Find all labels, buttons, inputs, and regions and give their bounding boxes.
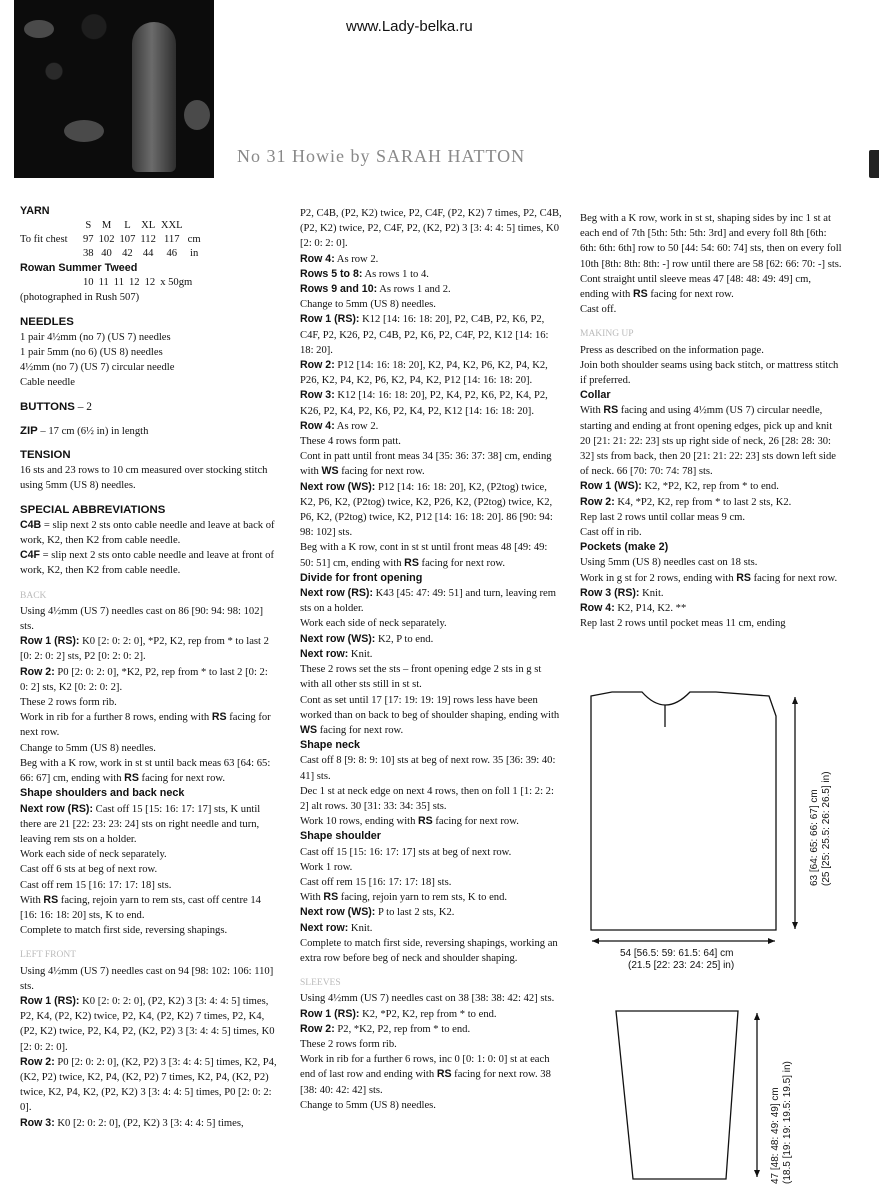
front-row: Next row (WS): P12 [14: 16: 18: 20], K2, (P2tog) twice, K2, P6, K2, (P2tog) twice, K2, P26, K2, (P2tog) twice, K2, P6, K2, (P2tog) twice, K2, P12 [14: 16: 18: 20]. 86 [90: 94: 98: 102] sts. xyxy=(300,480,553,539)
arrowhead xyxy=(754,1170,760,1177)
back-heading: BACK xyxy=(20,590,47,601)
fit-in: 38 xyxy=(83,248,94,260)
c4f-definition: C4F = slip next 2 sts onto cable needle and leave at front of work, K2, then K2 from cable needle. xyxy=(20,549,274,577)
fit-in: 44 xyxy=(142,248,154,260)
sizes-table xyxy=(20,219,206,261)
back-text: These 2 rows form rib. xyxy=(20,697,117,709)
shape-shoulder-heading: Shape shoulder xyxy=(300,830,381,843)
c4b-definition: C4B = slip next 2 sts onto cable needle and leave at back of work, K2, then K2 from cable needle. xyxy=(20,518,275,547)
front-text: Cast off rem 15 [16: 17: 17: 18] sts. xyxy=(300,876,452,888)
fit-in: 46 xyxy=(166,248,178,260)
fit-label: To fit chest xyxy=(20,234,68,246)
front-row: Next row: Knit. xyxy=(300,647,373,660)
front-text: Using 4½mm (US 7) needles cast on 94 [98: 102: 106: 110] sts. xyxy=(20,965,274,992)
zip-line: ZIP – 17 cm (6½ in) in length xyxy=(20,424,149,437)
balls: 11 xyxy=(113,277,124,289)
back-text: Work in rib for a further 8 rows, ending with RS facing for next row. xyxy=(20,711,271,739)
front-text: Change to 5mm (US 8) needles. xyxy=(300,299,436,311)
body-outline xyxy=(591,692,776,930)
needles-heading: NEEDLES xyxy=(20,315,74,328)
front-row: Row 1 (RS): K0 [2: 0: 2: 0], (P2, K2) 3 [3: 4: 4: 5] times, P2, K4, (P2, K2) twice, P2, K4, (P2, K2) 7 times, P2, K4, (P2, K2) twice, P2, K4, P2, (K2, P2) 3 [3: 4: 4: 5] times, K0 [2: 0: 2: 0]. xyxy=(20,994,275,1053)
body-height-label: 63 [64: 65: 66: 67] cm (25 [25: 25.5: 26: 26.5] in) xyxy=(809,771,832,886)
making-text: Press as described on the information page. xyxy=(580,344,764,356)
needle-item: 1 pair 5mm (no 6) (US 8) needles xyxy=(20,347,163,359)
page-edge-tab xyxy=(869,150,879,178)
fit-cm: 97 xyxy=(83,234,94,246)
collar-row: Row 1 (WS): K2, *P2, K2, rep from * to end. xyxy=(580,480,779,493)
back-text: Cast off rem 15 [16: 17: 17: 18] sts. xyxy=(20,879,172,891)
front-row: Row 4: As row 2. xyxy=(300,252,379,265)
shape-shoulders-heading: Shape shoulders and back neck xyxy=(20,787,185,800)
front-text: These 2 rows set the sts – front opening edge 2 sts in g st with all other sts still in st st. xyxy=(300,664,542,691)
back-text: Beg with a K row, work in st st until back meas 63 [64: 65: 66: 67] cm, ending with RS facing for next row. xyxy=(20,757,271,785)
front-row: Row 2: P0 [2: 0: 2: 0], (K2, P2) 3 [3: 4: 4: 5] times, K2, P4, (K2, P2) twice, K2, P4, (K2, P2) 7 times, K2, P4, (K2, P2) twice, K2, P4, K2, (P2, K2) 3 [3: 4: 4: 5] times, P0 [2: 0: 2: 0]. xyxy=(20,1055,277,1114)
back-row: Next row (RS): Cast off 15 [15: 16: 17: 17] sts, K until there are 21 [22: 23: 23: 24] sts on right needle and turn, leaving rem sts on a holder. xyxy=(20,802,261,845)
collar-row: Row 2: K4, *P2, K2, rep from * to last 2 sts, K2. xyxy=(580,495,792,508)
divide-front-heading: Divide for front opening xyxy=(300,571,423,584)
fit-cm: 102 xyxy=(98,234,115,246)
front-text: Cont as set until 17 [17: 19: 19: 19] rows less have been worked than on back to beg of shoulder shaping, ending with WS facing for next row. xyxy=(300,694,560,736)
balls: 12 xyxy=(144,277,156,289)
front-text: Dec 1 st at neck edge on next 4 rows, then on foll 1 [1: 2: 2: 2] alt rows. 30 [31: 33: 34: 35] sts. xyxy=(300,785,554,812)
arrowhead xyxy=(592,938,599,944)
front-text: Cast off 8 [9: 8: 9: 10] sts at beg of next row. 35 [36: 39: 40: 41] sts. xyxy=(300,755,556,782)
arrowhead xyxy=(792,922,798,929)
buttons-line: BUTTONS – 2 xyxy=(20,400,92,413)
front-row: Rows 5 to 8: As rows 1 to 4. xyxy=(300,267,429,280)
column-1 xyxy=(20,204,278,1131)
pattern-title: No 31 Howie by SARAH HATTON xyxy=(237,146,526,166)
back-row: Row 2: P0 [2: 0: 2: 0], *K2, P2, rep from * to last 2 [0: 2: 0: 2] sts, K2 [0: 2: 0: 2]. xyxy=(20,665,268,693)
left-front-heading: LEFT FRONT xyxy=(20,950,77,961)
size: XL xyxy=(141,220,156,232)
collar-text: With RS facing and using 4½mm (US 7) circular needle, starting and ending at front opening edges, pick up and knit 20 [21: 21: 22: 23] sts up right side of neck, 26 [28: 28: 30: 32] sts from back, then 20 [21: 21: 22: 23] sts down left side of neck. 66 [70: 70: 74: 78] sts. xyxy=(580,404,836,478)
size: XXL xyxy=(160,220,183,232)
tension-heading: TENSION xyxy=(20,449,71,462)
pocket-text: Work in g st for 2 rows, ending with RS facing for next row. xyxy=(580,571,838,584)
sleeve-text: Beg with a K row, work in st st, shaping sides by inc 1 st at each end of 7th [5th: 5th: 5th: 3rd] and every foll 8th [6th: 6th: 6th: 6th] row to 50 [44: 54: 60: 74] sts, then on every foll 10th [8th: 8th: 8th: -] row until there are 58 [62: 66: 70: -] sts. xyxy=(580,213,842,270)
balls: 12 xyxy=(129,277,140,289)
front-text: Cont in patt until front meas 34 [35: 36: 37: 38] cm, ending with WS facing for next row. xyxy=(300,451,552,478)
fit-in: 42 xyxy=(122,248,133,260)
front-text: Complete to match first side, reversing shapings, working an extra row before beg of neck and shoulder shaping. xyxy=(300,937,558,964)
sleeve-row: Row 1 (RS): K2, *P2, K2, rep from * to end. xyxy=(300,1007,497,1020)
sleeve-row: Row 2: P2, *K2, P2, rep from * to end. xyxy=(300,1022,471,1035)
making-text: Join both shoulder seams using back stitch, or mattress stitch if preferred. xyxy=(580,359,839,387)
pocket-text: Using 5mm (US 8) needles cast on 18 sts. xyxy=(580,557,758,569)
sleeve-text: Using 4½mm (US 7) needles cast on 38 [38: 38: 42: 42] sts. xyxy=(300,993,555,1005)
fit-in: 40 xyxy=(101,248,112,260)
sleeve-text: Cont straight until sleeve meas 47 [48: 48: 49: 49] cm, ending with RS facing for next row. xyxy=(580,273,811,301)
yarn-heading: YARN xyxy=(20,205,50,217)
front-text: Work each side of neck separately. xyxy=(300,618,447,630)
front-text: With RS facing, rejoin yarn to rem sts, K to end. xyxy=(300,891,508,904)
front-row: Next row (RS): K43 [45: 47: 49: 51] and turn, leaving rem sts on a holder. xyxy=(300,587,556,615)
front-row: Row 3: K12 [14: 16: 18: 20], P2, K4, P2, K6, P2, K4, P2, K26, P2, K4, P2, K6, P2, K4, P2, K12 [14: 16: 18: 20]. xyxy=(300,389,548,417)
unit: x 50gm xyxy=(160,277,193,289)
pocket-row: Row 4: K2, P14, K2. ** xyxy=(580,602,687,615)
needle-item: 1 pair 4½mm (no 7) (US 7) needles xyxy=(20,331,171,343)
front-row: Row 4: As row 2. xyxy=(300,419,379,432)
back-row: Row 1 (RS): K0 [2: 0: 2: 0], *P2, K2, rep from * to last 2 [0: 2: 0: 2] sts, P2 [0: 2: 0: 2]. xyxy=(20,635,269,663)
yarn-name: Rowan Summer Tweed xyxy=(20,262,138,275)
front-text: Work 10 rows, ending with RS facing for next row. xyxy=(300,815,519,828)
unit: in xyxy=(190,248,199,260)
pockets-heading: Pockets (make 2) xyxy=(580,541,669,554)
balls: 11 xyxy=(98,277,109,289)
pocket-text: Rep last 2 rows until pocket meas 11 cm, ending xyxy=(580,618,786,630)
needle-item: Cable needle xyxy=(20,377,76,389)
front-text: Work 1 row. xyxy=(300,861,353,873)
sleeve-length-label: 47 [48: 48: 49: 49] cm (18.5 [19: 19: 19.5: 19.5] in) xyxy=(770,1061,793,1184)
needle-item: 4½mm (no 7) (US 7) circular needle xyxy=(20,362,175,374)
arrowhead xyxy=(754,1013,760,1020)
column-2 xyxy=(300,206,562,1113)
size: L xyxy=(124,220,131,232)
fit-cm: 117 xyxy=(164,234,180,246)
back-text: With RS facing, rejoin yarn to rem sts, cast off centre 14 [16: 16: 18: 20] sts, K to end. xyxy=(20,893,261,921)
garment-photo xyxy=(14,0,214,178)
sleeve-text: These 2 rows form rib. xyxy=(300,1038,397,1050)
sleeve-text: Cast off. xyxy=(580,304,617,316)
front-text: Cast off 15 [15: 16: 17: 17] sts at beg of next row. xyxy=(300,846,512,858)
pocket-row: Row 3 (RS): Knit. xyxy=(580,586,664,599)
back-text: Work each side of neck separately. xyxy=(20,849,167,861)
front-row: Row 3: K0 [2: 0: 2: 0], (P2, K2) 3 [3: 4: 4: 5] times, xyxy=(20,1116,244,1129)
collar-heading: Collar xyxy=(580,389,611,402)
fit-cm: 112 xyxy=(140,234,156,246)
arrowhead xyxy=(768,938,775,944)
column-3 xyxy=(580,211,842,631)
sleeve-outline xyxy=(616,1011,738,1179)
collar-text: Rep last 2 rows until collar meas 9 cm. xyxy=(580,511,746,523)
front-row: Row 1 (RS): K12 [14: 16: 18: 20], P2, C4B, P2, K6, P2, C4F, P2, K26, P2, C4B, P2, K6, P2, C4F, P2, K12 [14: 16: 18: 20]. xyxy=(300,313,549,356)
back-text: Using 4½mm (US 7) needles cast on 86 [90: 94: 98: 102] sts. xyxy=(20,605,264,633)
special-abbreviations-heading: SPECIAL ABBREVIATIONS xyxy=(20,503,166,516)
sleeve-text: Change to 5mm (US 8) needles. xyxy=(300,1099,436,1111)
body-width-label: 54 [56.5: 59: 61.5: 64] cm (21.5 [22: 23: 24: 25] in) xyxy=(620,948,735,971)
back-text: Cast off 6 sts at beg of next row. xyxy=(20,864,158,876)
size: M xyxy=(101,220,112,232)
arrowhead xyxy=(792,697,798,704)
back-text: Complete to match first side, reversing shapings. xyxy=(20,925,228,937)
balls-table xyxy=(20,276,197,290)
unit: cm xyxy=(187,234,201,246)
balls: 10 xyxy=(83,277,94,289)
front-text: Beg with a K row, cont in st st until front meas 48 [49: 49: 50: 51] cm, ending with RS facing for next row. xyxy=(300,542,548,569)
sleeve-text: Work in rib for a further 6 rows, inc 0 [0: 1: 0: 0] st at each end of last row and ending with RS facing for next row. 38 [38: 40: 42: 42] sts. xyxy=(300,1054,551,1096)
front-row: Rows 9 and 10: As rows 1 and 2. xyxy=(300,283,451,296)
front-row: Next row (WS): K2, P to end. xyxy=(300,632,434,645)
shape-neck-heading: Shape neck xyxy=(300,739,361,752)
tension-text: 16 sts and 23 rows to 10 cm measured over stocking stitch using 5mm (US 8) needles. xyxy=(20,465,268,492)
photographed-note: (photographed in Rush 507) xyxy=(20,292,140,304)
collar-text: Cast off in rib. xyxy=(580,527,642,539)
front-text: P2, C4B, (P2, K2) twice, P2, C4F, (P2, K2) 7 times, P2, C4B, (P2, K2) twice, P2, C4F, P2, (K2, P2) 3 [3: 4: 4: 5] times, K0 [2: 0: 2: 0]. xyxy=(300,208,562,250)
front-text: These 4 rows form patt. xyxy=(300,436,401,448)
size: S xyxy=(85,220,92,232)
sleeves-heading: SLEEVES xyxy=(300,978,341,989)
front-row: Next row: Knit. xyxy=(300,921,373,934)
back-text: Change to 5mm (US 8) needles. xyxy=(20,742,156,754)
fit-cm: 107 xyxy=(119,234,136,246)
front-row: Next row (WS): P to last 2 sts, K2. xyxy=(300,906,455,919)
site-url[interactable]: www.Lady-belka.ru xyxy=(346,18,473,35)
front-row: Row 2: P12 [14: 16: 18: 20], K2, P4, K2, P6, K2, P4, K2, P26, K2, P4, K2, P6, K2, P4, K2, P12 [14: 16: 18: 20]. xyxy=(300,359,548,387)
making-up-heading: MAKING UP xyxy=(580,329,634,340)
